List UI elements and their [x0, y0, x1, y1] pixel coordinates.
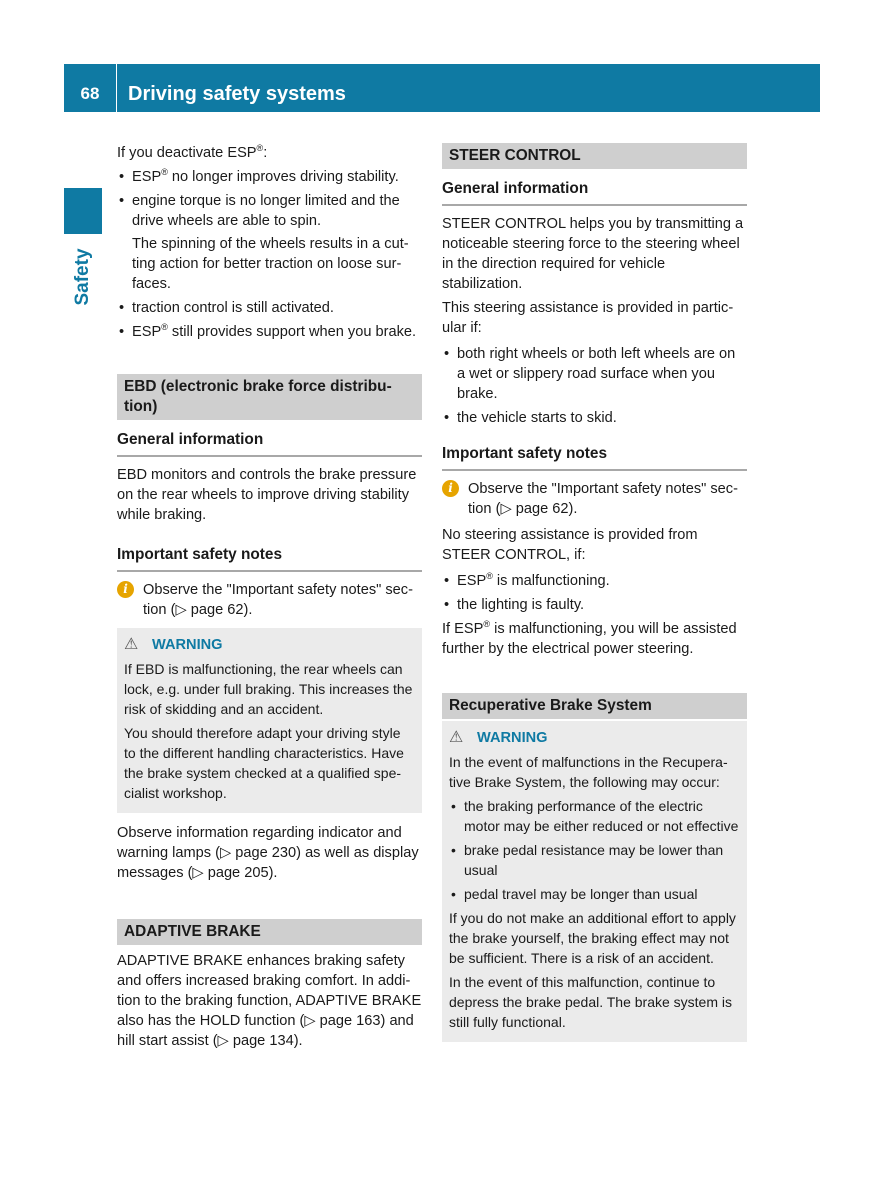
- adaptive-brake-text: ADAPTIVE BRAKE enhances braking safety and offers increased braking comfort. In addition to the braking function, ADAPTIVE BRAKE also has the HOLD function (▷ page 163) and hill start assist (▷ page 134).: [117, 953, 422, 1049]
- list-item: • brake pedal resistance may be lower than usual: [449, 840, 740, 880]
- list-item: • the braking performance of the electric motor may be either reduced or not effective: [449, 796, 740, 836]
- left-column: [117, 143, 422, 1055]
- warning-heading: ⚠ WARNING: [124, 636, 223, 653]
- page-header: [64, 64, 820, 112]
- section-heading-steer-control: STEER CONTROL: [442, 143, 747, 169]
- chapter-title: Driving safety systems: [128, 83, 346, 105]
- no-assist-text: No steering assistance is provided from STEER CONTROL, if:: [442, 527, 698, 563]
- warning-triangle-icon: ⚠: [449, 729, 464, 746]
- steer-general-text: STEER CONTROL helps you by transmitting a noticeable steering force to the steering wheel in the direction required for vehicle stabilization.: [442, 216, 744, 292]
- subheading-general: General information: [442, 179, 747, 206]
- observe-text: Observe information regarding indicator and warning lamps (▷ page 230) as well as display messages (▷ page 205).: [117, 825, 419, 881]
- warning-triangle-icon: ⚠: [124, 636, 139, 653]
- warning-heading: ⚠ WARNING: [449, 729, 548, 746]
- list-item: • engine torque is no longer limited and the drive wheels are able to spin. The spinning of the wheels results in a cutting action for better traction on loose surfaces.: [117, 191, 422, 294]
- esp-malfunction-text: If ESP® is malfunctioning, you will be assisted further by the electrical power steering.: [442, 619, 737, 657]
- info-icon: i: [117, 581, 134, 598]
- esp-intro: If you deactivate ESP®:: [117, 143, 268, 161]
- warning-text: You should therefore adapt your driving style to the different handling characteristics. Have the brake system checked at a qualified specialist workshop.: [124, 725, 404, 801]
- warning-box: [117, 628, 422, 813]
- warning-text: If EBD is malfunctioning, the rear wheels can lock, e.g. under full braking. This increases the risk of skidding and an accident.: [124, 661, 413, 717]
- subheading-safety: Important safety notes: [117, 545, 422, 572]
- esp-list: [117, 167, 422, 342]
- warning-text: In the event of malfunctions in the Recuperative Brake System, the following may occur:: [449, 754, 728, 790]
- warning-box: [442, 721, 747, 1042]
- info-icon: i: [442, 480, 459, 497]
- side-tab: [64, 188, 102, 315]
- list-item: • the lighting is faulty.: [442, 595, 747, 615]
- steer-list: [442, 344, 747, 428]
- info-note: i Observe the "Important safety notes" section (▷ page 62).: [442, 479, 747, 519]
- list-item: • ESP® is malfunctioning.: [442, 571, 747, 591]
- page-number: 68: [80, 84, 100, 103]
- list-item: • ESP® still provides support when you brake.: [117, 322, 422, 342]
- list-item: • traction control is still activated.: [117, 298, 422, 318]
- steer-assist-text: This steering assistance is provided in particular if:: [442, 300, 734, 336]
- section-heading-adaptive-brake: ADAPTIVE BRAKE: [117, 919, 422, 945]
- subheading-safety: Important safety notes: [442, 444, 747, 471]
- warning-text: In the event of this malfunction, continue to depress the brake pedal. The brake system is still fully functional.: [449, 974, 733, 1030]
- warning-text: If you do not make an additional effort to apply the brake yourself, the braking effect may not be sufficient. There is a risk of an accident.: [449, 910, 736, 966]
- side-tab-label: Safety: [72, 248, 93, 306]
- list-item-continuation: The spinning of the wheels results in a cutting action for better traction on loose surfaces.: [132, 236, 409, 292]
- right-column: [442, 143, 747, 1052]
- section-heading-recuperative-brake: Recuperative Brake System: [442, 693, 747, 719]
- warning-list: [449, 796, 740, 904]
- list-item: • ESP® no longer improves driving stability.: [117, 167, 422, 187]
- subheading-general: General information: [117, 430, 422, 457]
- no-assist-list: [442, 571, 747, 615]
- list-item: • both right wheels or both left wheels are on a wet or slippery road surface when you brake.: [442, 344, 747, 404]
- list-item: • pedal travel may be longer than usual: [449, 884, 740, 904]
- list-item: • the vehicle starts to skid.: [442, 408, 747, 428]
- side-tab-marker: [64, 188, 102, 234]
- section-heading-ebd: EBD (electronic brake force distribution): [117, 374, 422, 420]
- info-note: i Observe the "Important safety notes" section (▷ page 62).: [117, 580, 422, 620]
- ebd-general-text: EBD monitors and controls the brake pressure on the rear wheels to improve driving stability while braking.: [117, 467, 417, 523]
- header-divider: [116, 64, 117, 112]
